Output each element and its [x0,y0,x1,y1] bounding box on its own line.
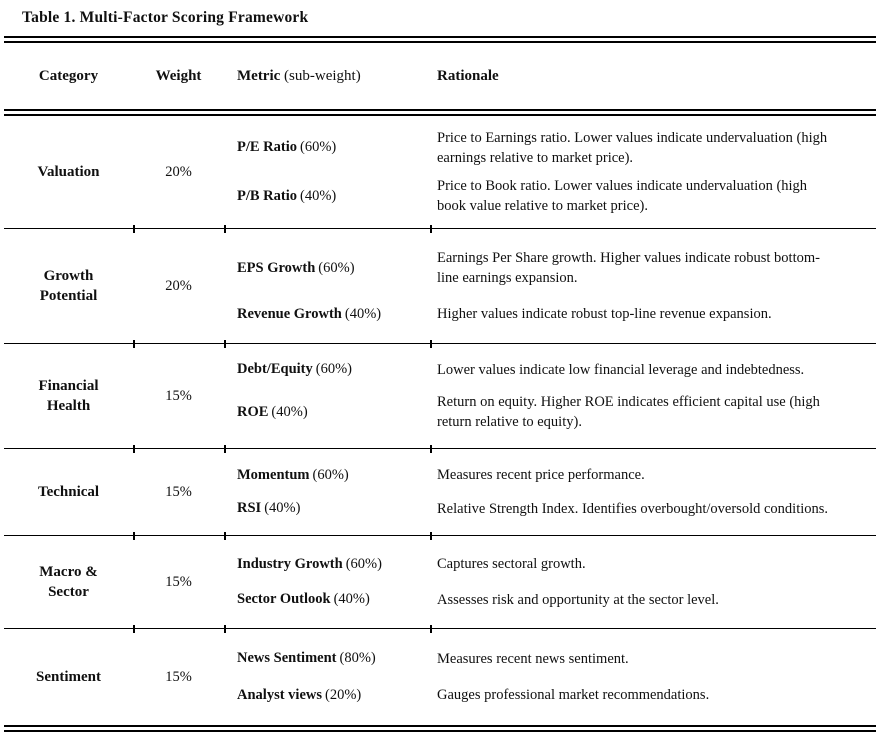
rationale-cell: Gauges professional market recommendations. [437,687,710,704]
metric-name: Analyst views [237,686,322,703]
column-tick [224,340,226,349]
metric-rows [224,536,876,628]
metric-row [224,685,876,705]
section-growth-potential [4,229,876,343]
category-cell [4,536,133,628]
metric-name: EPS Growth [237,259,316,276]
metric-row [224,554,876,574]
metric-subweight: (40%) [344,305,382,322]
metric-row [224,590,876,610]
column-tick [224,532,226,541]
metric-name: Revenue Growth [237,305,342,322]
metric-cell [224,687,430,704]
column-tick [224,445,226,454]
column-tick [133,225,135,234]
metric-cell [224,139,430,156]
row-divider [4,448,876,449]
bottom-double-rule [4,725,876,732]
section-sentiment [4,629,876,725]
header-metric [224,68,430,85]
metric-name: RSI [237,500,262,517]
column-tick [224,625,226,634]
metric-subweight: (20%) [325,686,362,703]
top-double-rule [4,36,876,43]
rationale-cell: Price to Book ratio. Lower values indicate undervaluation (high book value relative to market price). [437,178,808,215]
metric-subweight: (60%) [318,259,355,276]
weight-value: 20% [165,163,192,180]
category-label: Valuation [37,163,100,180]
metric-subweight: (80%) [339,650,376,667]
row-divider [4,628,876,629]
metric-name: Momentum [237,466,310,483]
category-label: Sentiment [36,668,101,685]
metric-name: P/E Ratio [237,139,298,156]
header-metric-label: Metric [237,67,281,84]
category-label: Financial Health [38,377,99,414]
section-valuation [4,116,876,228]
column-tick [224,225,226,234]
metric-subweight: (60%) [312,466,349,483]
column-tick [430,625,432,634]
section-macro-sector [4,536,876,628]
column-tick [133,532,135,541]
metric-name: Industry Growth [237,555,343,572]
column-tick [430,532,432,541]
column-tick [430,340,432,349]
metric-name: ROE [237,403,269,420]
rationale-cell: Higher values indicate robust top-line revenue expansion. [437,306,772,322]
header-rationale: Rationale [437,67,499,84]
weight-cell [133,344,224,448]
rationale-cell: Price to Earnings ratio. Lower values indicate undervaluation (high earnings relative to market price). [437,129,828,166]
metric-cell [224,500,430,517]
metric-cell [224,591,430,608]
metric-row [224,248,876,288]
metric-subweight: (40%) [333,591,370,608]
header-category: Category [38,67,99,84]
metric-cell [224,306,430,323]
metric-row [224,649,876,669]
category-cell [4,449,133,535]
metric-name: P/B Ratio [237,187,298,204]
weight-cell [133,629,224,725]
weight-value: 15% [165,668,192,685]
metric-row [224,499,876,519]
metric-subweight: (60%) [315,361,352,378]
category-label: Growth Potential [39,267,98,304]
column-tick [430,225,432,234]
column-tick [133,445,135,454]
weight-value: 15% [165,387,192,404]
metric-rows [224,449,876,535]
metric-rows [224,629,876,725]
metric-name: Debt/Equity [237,361,313,378]
rationale-cell: Relative Strength Index. Identifies overbought/oversold conditions. [437,500,829,517]
metric-cell [224,467,430,484]
header-double-rule [4,109,876,116]
section-financial-health [4,344,876,448]
metric-cell [224,260,430,277]
row-divider [4,228,876,229]
weight-cell [133,536,224,628]
rationale-cell: Assesses risk and opportunity at the sector level. [437,591,719,608]
rationale-cell: Measures recent news sentiment. [437,650,629,667]
metric-cell [224,188,430,205]
metric-row [224,176,876,216]
metric-subweight: (60%) [345,555,382,572]
metric-cell [224,650,430,667]
metric-cell [224,361,430,378]
rationale-cell: Earnings Per Share growth. Higher values indicate robust bottom-line earnings expansion. [437,250,820,286]
table-caption: Table 1. Multi-Factor Scoring Framework [22,9,309,26]
metric-name: News Sentiment [237,650,337,667]
metric-subweight: (60%) [300,139,337,156]
column-tick [133,340,135,349]
weight-value: 20% [165,277,192,294]
metric-row [224,392,876,432]
metric-row [224,304,876,324]
weight-value: 15% [165,483,192,500]
row-divider [4,535,876,536]
category-label: Technical [37,483,100,500]
metric-rows [224,116,876,228]
metric-name: Sector Outlook [237,591,331,608]
weight-cell [133,449,224,535]
metric-subweight: (40%) [300,187,337,204]
rationale-cell: Measures recent price performance. [437,467,645,484]
rationale-cell: Lower values indicate low financial leverage and indebtedness. [437,361,805,378]
column-tick [430,445,432,454]
section-technical [4,449,876,535]
category-label: Macro & Sector [39,563,98,600]
category-cell [4,116,133,228]
category-cell [4,344,133,448]
rationale-cell: Captures sectoral growth. [437,556,586,573]
metric-row [224,360,876,380]
weight-value: 15% [165,573,192,590]
scoring-framework-table [4,0,876,732]
metric-row [224,128,876,168]
metric-rows [224,344,876,448]
metric-subweight: (40%) [271,403,308,420]
table-header-row [4,43,876,109]
metric-cell [224,556,430,573]
category-cell [4,229,133,343]
category-cell [4,629,133,725]
header-metric-note: (sub-weight) [284,67,361,84]
header-weight: Weight [155,67,202,84]
column-tick [133,625,135,634]
metric-subweight: (40%) [264,500,301,517]
weight-cell [133,229,224,343]
metric-row [224,465,876,485]
metric-rows [224,229,876,343]
metric-cell [224,404,430,421]
rationale-cell: Return on equity. Higher ROE indicates efficient capital use (high return relative to equity). [437,394,820,431]
weight-cell [133,116,224,228]
row-divider [4,343,876,344]
